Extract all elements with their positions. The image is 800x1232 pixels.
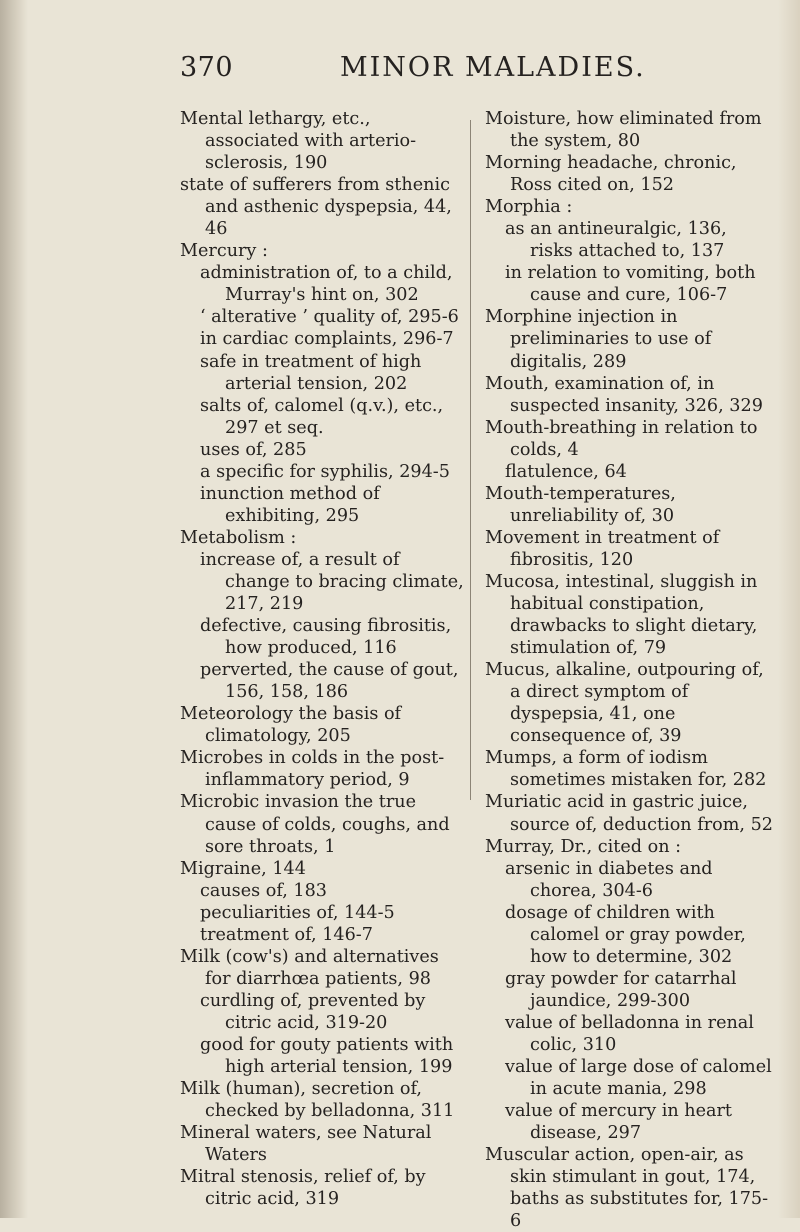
index-subentry: perverted, the cause of gout, 156, 158, 186 xyxy=(200,660,459,703)
index-entry: Mumps, a form of iodism sometimes mistaken for, 282 xyxy=(485,748,767,791)
index-subentry: value of mercury in heart disease, 297 xyxy=(505,1101,732,1144)
index-entry: Mouth, examination of, in suspected insanity, 326, 329 xyxy=(485,373,763,416)
index-subentry: administration of, to a child, Murray's hint on, 302 xyxy=(200,263,453,306)
index-subentry: good for gouty patients with high arterial tension, 199 xyxy=(200,1034,454,1078)
page-number: 370 xyxy=(180,52,234,83)
index-entry: Mineral waters, see Natural Waters xyxy=(180,1123,432,1166)
index-entry: Migraine, 144 xyxy=(180,858,306,879)
book-binding-shadow xyxy=(0,0,28,1218)
index-entry: Morning headache, chronic, Ross cited on, 152 xyxy=(485,153,737,196)
index-subentry: treatment of, 146-7 xyxy=(200,924,373,945)
index-subentry: in cardiac complaints, 296-7 xyxy=(200,329,454,350)
index-subentry: value of large dose of calomel in acute mania, 298 xyxy=(505,1057,772,1100)
index-entry: Milk (human), secretion of, checked by belladonna, 311 xyxy=(180,1079,455,1122)
index-entry: Microbes in colds in the post-inflammatory period, 9 xyxy=(180,748,445,791)
index-entry: Mercury : xyxy=(180,241,268,262)
index-entry: Movement in treatment of fibrositis, 120 xyxy=(485,527,720,570)
index-entry: state of sufferers from sthenic and asthenic dyspepsia, 44, 46 xyxy=(180,175,452,240)
index-subentry: uses of, 285 xyxy=(200,439,307,460)
index-entry: Meteorology the basis of climatology, 205 xyxy=(180,704,402,747)
index-entry: Muriatic acid in gastric juice, source of, deduction from, 52 xyxy=(485,792,773,835)
index-subentry: value of belladonna in renal colic, 310 xyxy=(505,1012,754,1055)
index-subentry: salts of, calomel (q.v.), etc., 297 et seq. xyxy=(200,395,444,438)
index-entry: Mucosa, intestinal, sluggish in habitual constipation, drawbacks to slight dietary, stimulation of, 79 xyxy=(485,571,758,659)
index-subentry: increase of, a result of change to bracing climate, 217, 219 xyxy=(200,549,464,615)
page-header xyxy=(0,52,800,92)
index-entry: Mental lethargy, etc., associated with arterio-sclerosis, 190 xyxy=(180,109,417,174)
index-entry: Mouth-temperatures, unreliability of, 30 xyxy=(485,483,676,526)
index-entry: Moisture, how eliminated from the system, 80 xyxy=(485,109,762,152)
index-subentry: as an antineuralgic, 136, risks attached to, 137 xyxy=(505,219,727,262)
index-subentry: safe in treatment of high arterial tension, 202 xyxy=(200,351,422,394)
index-entry: Mitral stenosis, relief of, by citric acid, 319 xyxy=(180,1167,426,1210)
page-edge-shadow xyxy=(778,0,800,1218)
column-divider xyxy=(470,120,471,800)
index-column-left xyxy=(180,108,465,1210)
index-subentry: gray powder for catarrhal jaundice, 299-300 xyxy=(505,968,737,1011)
index-subentry: a specific for syphilis, 294-5 xyxy=(200,461,450,482)
index-column-right xyxy=(485,108,775,1232)
index-entry: Muscular action, open-air, as skin stimulant in gout, 174, baths as substitutes for, 175-6 xyxy=(485,1145,769,1232)
index-entry: Microbic invasion the true cause of colds, coughs, and sore throats, 1 xyxy=(180,792,450,857)
index-subentry: peculiarities of, 144-5 xyxy=(200,902,395,923)
index-subentry: dosage of children with calomel or gray powder, how to determine, 302 xyxy=(505,902,746,967)
index-subentry: causes of, 183 xyxy=(200,880,327,901)
index-entry: Mucus, alkaline, outpouring of, a direct symptom of dyspepsia, 41, one consequence of, 39 xyxy=(485,660,764,747)
index-subentry: flatulence, 64 xyxy=(505,461,627,482)
index-entry: Mouth-breathing in relation to colds, 4 xyxy=(485,417,758,460)
index-entry: Morphine injection in preliminaries to use of digitalis, 289 xyxy=(485,307,712,372)
running-head: MINOR MALADIES. xyxy=(340,52,646,83)
index-entry: Metabolism : xyxy=(180,527,297,548)
index-subentry: curdling of, prevented by citric acid, 319-20 xyxy=(200,990,426,1033)
index-entry: Murray, Dr., cited on : xyxy=(485,836,682,857)
index-subentry: inunction method of exhibiting, 295 xyxy=(200,483,380,526)
index-entry: Morphia : xyxy=(485,197,573,218)
index-subentry: defective, causing fibrositis, how produced, 116 xyxy=(200,616,452,659)
index-subentry: in relation to vomiting, both cause and cure, 106-7 xyxy=(505,263,756,306)
index-subentry: ‘ alterative ’ quality of, 295-6 xyxy=(200,307,459,328)
index-entry: Milk (cow's) and alternatives for diarrhœa patients, 98 xyxy=(180,946,439,989)
index-subentry: arsenic in diabetes and chorea, 304-6 xyxy=(505,858,713,901)
